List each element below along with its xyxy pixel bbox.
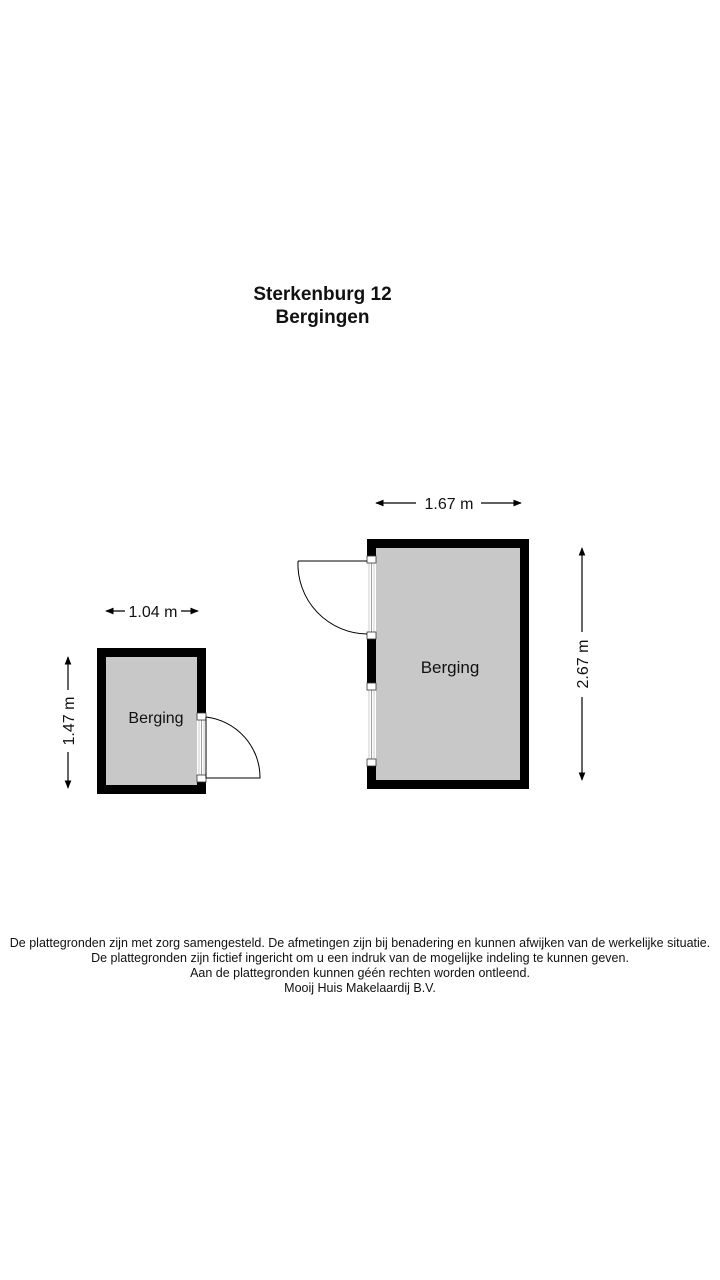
small-width-label: 1.04 m — [128, 604, 178, 621]
small-height-label: 1.47 m — [61, 696, 78, 746]
large-door-swing — [298, 561, 367, 634]
small-storage-room — [97, 648, 260, 794]
disclaimer-line: De plattegronden zijn met zorg samengesteld. De afmetingen zijn bij benadering en kunnen afwijken van de werkelijke situatie. — [9, 936, 711, 950]
small-room-label: Berging — [128, 710, 184, 727]
large-width-dimension — [376, 496, 521, 513]
disclaimer-line: Aan de plattegronden kunnen géén rechten worden ontleend. — [190, 966, 530, 980]
plan-title: Sterkenburg 12 — [253, 284, 392, 305]
large-room-label: Berging — [420, 658, 480, 677]
large-width-label: 1.67 m — [424, 496, 474, 513]
large-height-label: 2.67 m — [575, 639, 592, 689]
small-width-dimension — [106, 604, 198, 621]
plan-subtitle: Bergingen — [275, 307, 370, 328]
disclaimer — [0, 936, 720, 996]
small-door-swing — [206, 717, 260, 778]
small-height-dimension — [61, 657, 78, 788]
disclaimer-line: De plattegronden zijn fictief ingericht om u een indruk van de mogelijke indeling te kunnen geven. — [91, 951, 629, 965]
large-height-dimension — [575, 548, 592, 780]
company-name: Mooij Huis Makelaardij B.V. — [284, 981, 436, 995]
large-storage-room — [298, 539, 529, 789]
